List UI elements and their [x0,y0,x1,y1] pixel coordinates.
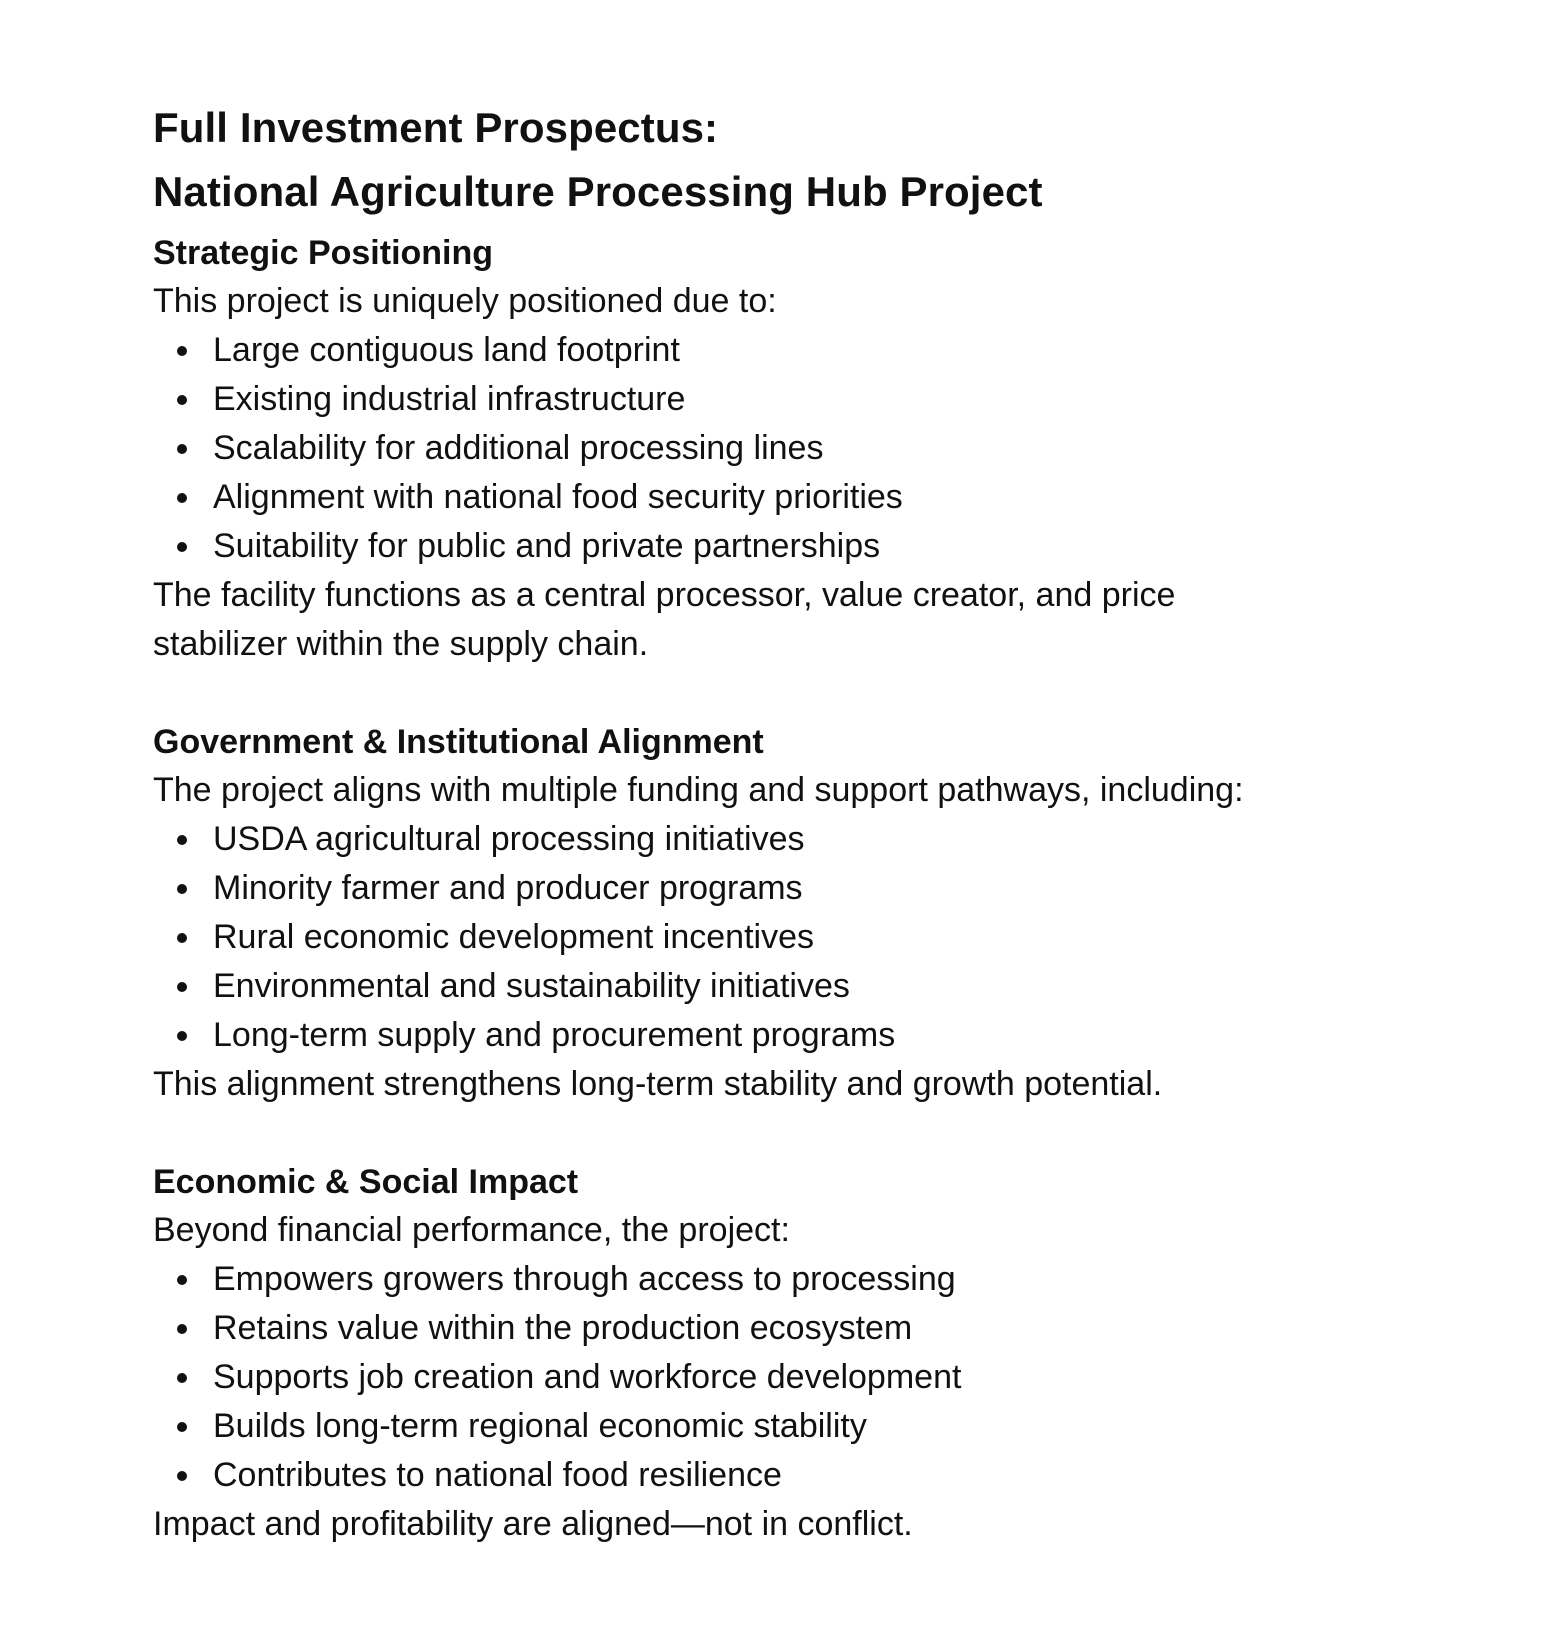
list-item [153,1304,1545,1353]
bullet-dot-icon [177,1275,187,1285]
list-item-text: Empowers growers through access to processing [213,1260,956,1298]
list-item-text: Supports job creation and workforce development [213,1358,962,1396]
bullet-dot-icon [177,1031,187,1041]
section-heading: Strategic Positioning [153,234,494,272]
list-item-text: Long-term supply and procurement programs [213,1016,896,1054]
section-closing: The facility functions as a central processor, value creator, and price stabilizer within the supply chain. [153,576,1176,663]
bullet-dot-icon [177,346,187,356]
section-intro: The project aligns with multiple funding and support pathways, including: [153,771,1244,809]
list-item [153,1011,1545,1060]
document-title [153,96,1545,224]
list-item-text: Builds long-term regional economic stability [213,1407,867,1445]
list-item-text: Alignment with national food security priorities [213,478,903,516]
list-item-text: Existing industrial infrastructure [213,380,686,418]
bullet-dot-icon [177,395,187,405]
bullet-list [153,815,1545,1060]
bullet-dot-icon [177,444,187,454]
bullet-dot-icon [177,1422,187,1432]
section-strategic-positioning [153,229,1545,669]
section-intro: This project is uniquely positioned due to: [153,282,777,320]
list-item [153,424,1545,473]
bullet-dot-icon [177,933,187,943]
list-item [153,522,1545,571]
list-item [153,864,1545,913]
section-heading: Government & Institutional Alignment [153,723,764,761]
list-item [153,1451,1545,1500]
section-economic-social-impact [153,1158,1545,1549]
title-line-2: National Agriculture Processing Hub Project [153,168,1043,215]
list-item-text: Rural economic development incentives [213,918,814,956]
list-item-text: Environmental and sustainability initiatives [213,967,850,1005]
list-item [153,326,1545,375]
list-item [153,913,1545,962]
list-item [153,375,1545,424]
section-heading: Economic & Social Impact [153,1163,579,1201]
section-closing: Impact and profitability are aligned—not in conflict. [153,1505,913,1543]
list-item [153,962,1545,1011]
bullet-dot-icon [177,1324,187,1334]
bullet-dot-icon [177,1373,187,1383]
bullet-dot-icon [177,542,187,552]
bullet-dot-icon [177,884,187,894]
bullet-list [153,1255,1545,1500]
section-government-alignment [153,718,1545,1109]
bullet-dot-icon [177,982,187,992]
list-item-text: Minority farmer and producer programs [213,869,803,907]
bullet-dot-icon [177,1471,187,1481]
bullet-list [153,326,1545,571]
list-item-text: Contributes to national food resilience [213,1456,782,1494]
list-item-text: USDA agricultural processing initiatives [213,820,805,858]
title-line-1: Full Investment Prospectus: [153,104,719,151]
list-item-text: Suitability for public and private partnerships [213,527,881,565]
list-item-text: Retains value within the production ecosystem [213,1309,913,1347]
bullet-dot-icon [177,493,187,503]
list-item [153,473,1545,522]
list-item-text: Scalability for additional processing lines [213,429,824,467]
section-intro: Beyond financial performance, the project: [153,1211,790,1249]
list-item [153,1255,1545,1304]
bullet-dot-icon [177,835,187,845]
list-item [153,815,1545,864]
list-item-text: Large contiguous land footprint [213,331,680,369]
list-item [153,1402,1545,1451]
list-item [153,1353,1545,1402]
section-closing: This alignment strengthens long-term stability and growth potential. [153,1065,1163,1103]
